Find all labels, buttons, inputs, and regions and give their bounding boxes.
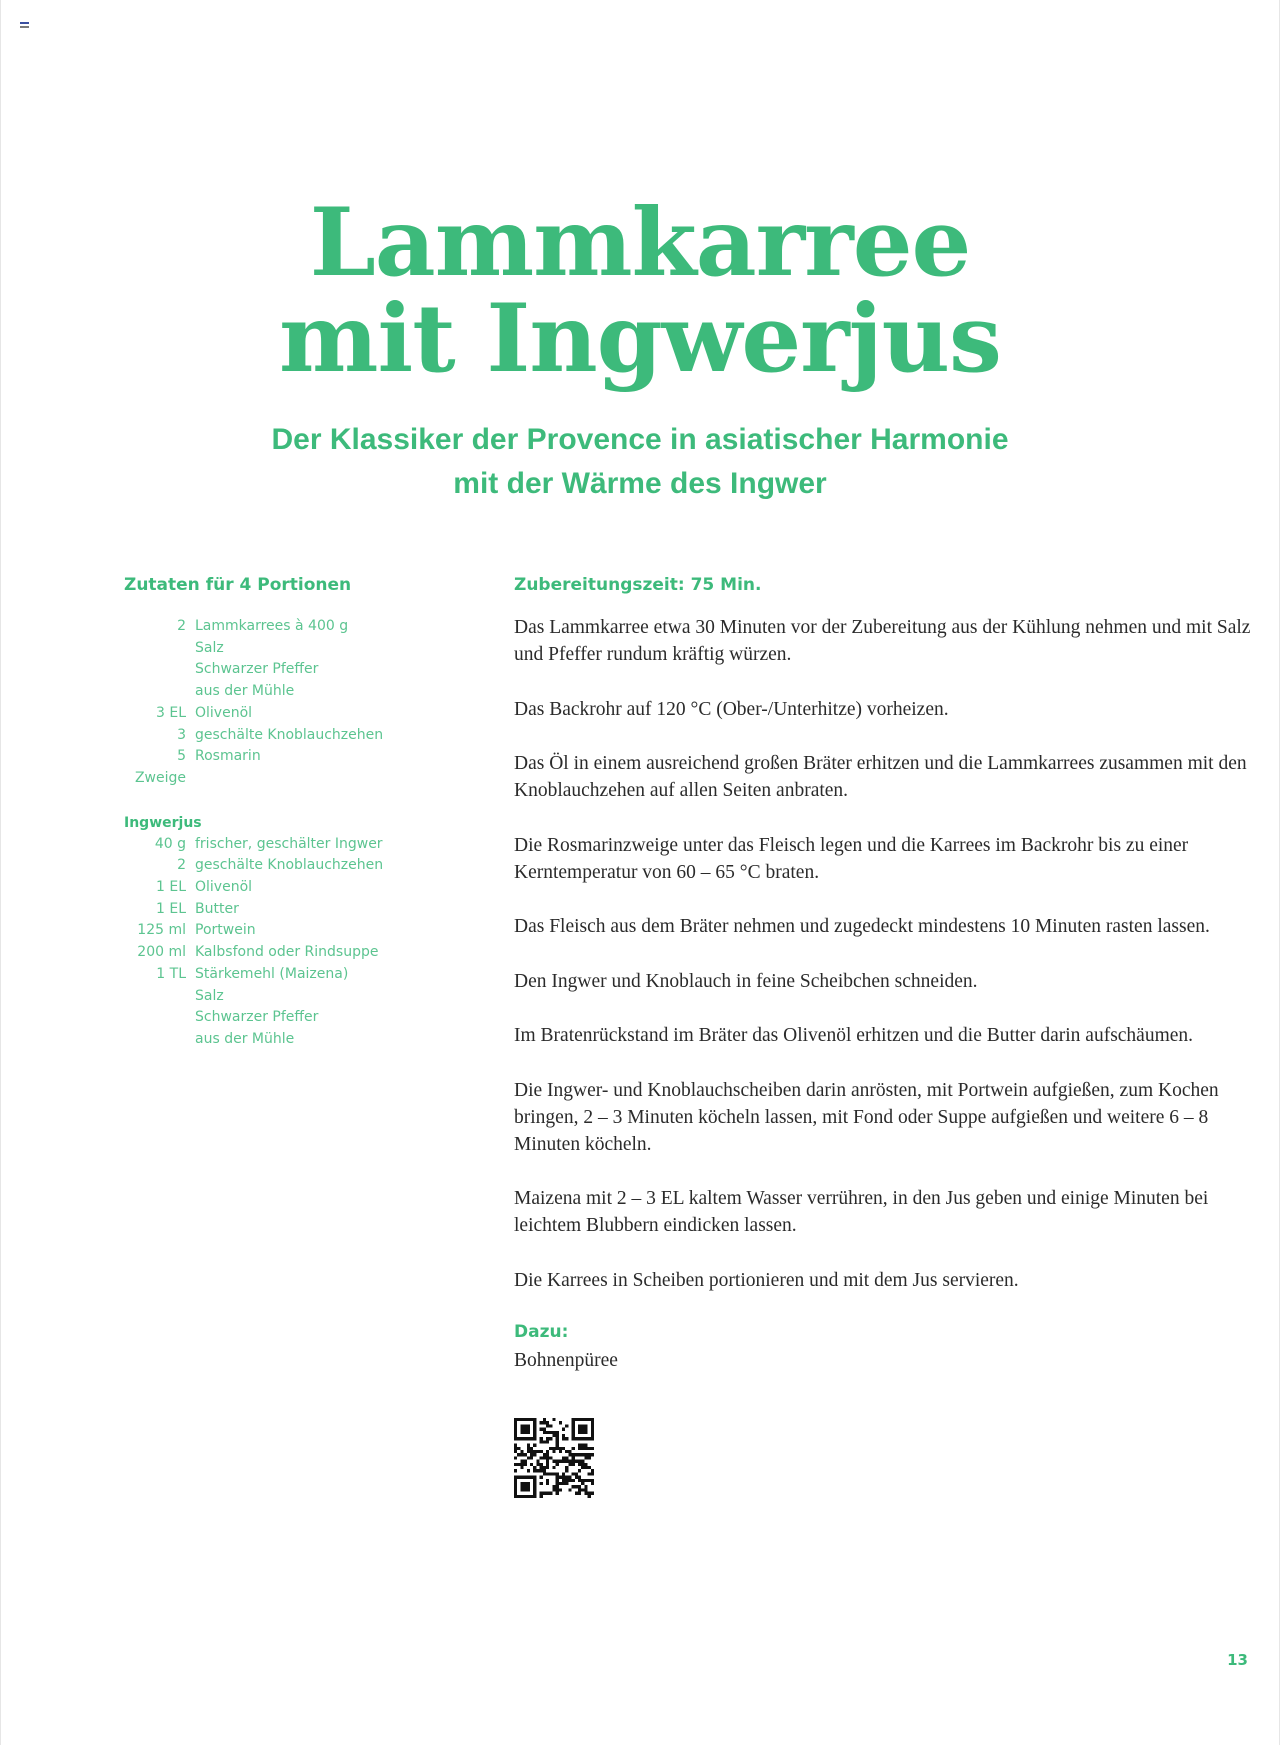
jus-ingredient-quantity: 1 TL <box>156 965 186 982</box>
jus-ingredient-quantity: 1 EL <box>155 879 186 896</box>
recipe-subtitle-line2: mit der Wärme des Ingwer <box>453 467 827 500</box>
jus-ingredient-quantity <box>124 1029 195 1051</box>
ingredient-quantity: 3 <box>177 726 186 743</box>
jus-ingredient-item <box>124 920 484 942</box>
jus-ingredient-quantity: 200 ml <box>137 944 186 961</box>
preparation-step: Das Backrohr auf 120 °C (Ober-/Unterhitze) vorheizen. <box>514 698 949 720</box>
preparation-step: Im Bratenrückstand im Bräter das Olivenöl erhitzen und die Butter darin aufschäumen. <box>514 1025 1194 1046</box>
preparation-step: Den Ingwer und Knoblauch in feine Scheibchen schneiden. <box>514 970 978 992</box>
ingredient-item <box>124 681 484 703</box>
recipe-subtitle <box>0 418 1280 506</box>
ingredient-quantity: 2 <box>177 618 186 634</box>
ingredient-quantity: 3 EL <box>155 704 186 721</box>
preparation-time-heading: Zubereitungszeit: 75 Min. <box>514 575 762 595</box>
ingwerjus-heading: Ingwerjus <box>124 814 202 831</box>
recipe-title <box>0 188 1280 394</box>
ingredient-name: Olivenöl <box>195 704 253 721</box>
jus-ingredient-name: geschälte Knoblauchzehen <box>195 857 384 874</box>
jus-ingredient-name: frischer, geschälter Ingwer <box>195 835 383 852</box>
jus-ingredient-name: Butter <box>195 900 239 917</box>
jus-ingredient-item <box>124 1029 484 1051</box>
ingredient-name: Salz <box>195 639 224 656</box>
ingredient-quantity <box>124 659 195 681</box>
side-dish-heading: Dazu: <box>514 1322 569 1342</box>
ingredient-item <box>124 703 484 725</box>
ingredient-item <box>124 725 484 747</box>
ingredient-name: aus der Mühle <box>195 683 295 700</box>
jus-ingredient-name: Salz <box>195 987 224 1004</box>
jus-ingredient-item <box>124 1007 484 1029</box>
ingredients-list <box>124 616 484 790</box>
ingredient-quantity <box>124 638 195 660</box>
jus-ingredient-item <box>124 964 484 986</box>
jus-ingredient-name: Stärkemehl (Maizena) <box>195 965 349 982</box>
preparation-step: Das Öl in einem ausreichend großen Bräter erhitzen und die Lammkarrees zusammen mit den Knoblauchzehen auf allen Seiten anbraten. <box>514 753 1247 801</box>
preparation-column <box>514 574 1264 1374</box>
ingredient-name: Schwarzer Pfeffer <box>195 661 319 678</box>
ingredient-item <box>124 746 484 789</box>
jus-ingredient-name: Portwein <box>195 922 256 939</box>
ingredient-quantity <box>124 681 195 703</box>
corner-mark-icon <box>20 22 29 28</box>
ingredient-name: geschälte Knoblauchzehen <box>195 726 384 743</box>
ingredient-item <box>124 638 484 660</box>
jus-ingredient-name: Kalbsfond oder Rindsuppe <box>195 944 379 961</box>
ingredient-item <box>124 659 484 681</box>
preparation-step: Das Fleisch aus dem Bräter nehmen und zugedeckt mindestens 10 Minuten rasten lassen. <box>514 916 1210 937</box>
ingredient-quantity: 5 Zweige <box>134 748 186 786</box>
recipe-title-line1: Lammkarree <box>309 188 971 298</box>
preparation-step: Maizena mit 2 – 3 EL kaltem Wasser verrühren, in den Jus geben und einige Minuten bei leichtem Blubbern eindicken lassen. <box>514 1188 1209 1236</box>
preparation-step: Die Rosmarinzweige unter das Fleisch legen und die Karrees im Backrohr bis zu einer Kerntemperatur von 60 – 65 °C braten. <box>514 834 1189 883</box>
preparation-steps <box>514 614 1264 1294</box>
recipe-title-line2: mit Ingwerjus <box>279 284 1001 394</box>
jus-ingredient-item <box>124 877 484 899</box>
qr-code-icon[interactable] <box>514 1418 594 1498</box>
ingredients-column <box>124 574 484 1051</box>
jus-ingredient-quantity <box>124 986 195 1008</box>
ingredient-item <box>124 616 484 638</box>
jus-ingredient-name: Schwarzer Pfeffer <box>195 1009 319 1026</box>
jus-ingredient-name: aus der Mühle <box>195 1030 295 1047</box>
page-number: 13 <box>1227 1651 1248 1669</box>
jus-ingredient-item <box>124 986 484 1008</box>
side-dish-text: Bohnenpüree <box>514 1350 618 1371</box>
ingredients-heading: Zutaten für 4 Portionen <box>124 575 352 595</box>
ingredient-name: Lammkarrees à 400 g <box>195 618 349 634</box>
jus-ingredient-quantity: 125 ml <box>137 922 186 939</box>
jus-ingredient-item <box>124 855 484 877</box>
ingredient-name: Rosmarin <box>195 748 261 765</box>
recipe-subtitle-line1: Der Klassiker der Provence in asiatischer Harmonie <box>271 423 1009 456</box>
jus-ingredient-item <box>124 899 484 921</box>
jus-ingredient-quantity: 2 <box>177 857 186 874</box>
preparation-step: Die Ingwer- und Knoblauchscheiben darin anrösten, mit Portwein aufgießen, zum Kochen bringen, 2 – 3 Minuten köcheln lassen, mit Fond oder Suppe aufgießen und weitere 6 – 8 Minuten köcheln. <box>514 1079 1219 1155</box>
jus-ingredient-quantity <box>124 1007 195 1029</box>
jus-ingredient-item <box>124 834 484 856</box>
preparation-step: Das Lammkarree etwa 30 Minuten vor der Zubereitung aus der Kühlung nehmen und mit Salz und Pfeffer rundum kräftig würzen. <box>514 617 1251 665</box>
jus-ingredient-name: Olivenöl <box>195 879 253 896</box>
ingwerjus-list <box>124 834 484 1051</box>
jus-ingredient-quantity: 1 EL <box>155 900 186 917</box>
jus-ingredient-item <box>124 942 484 964</box>
preparation-step: Die Karrees in Scheiben portionieren und mit dem Jus servieren. <box>514 1269 1019 1291</box>
jus-ingredient-quantity: 40 g <box>154 835 186 852</box>
